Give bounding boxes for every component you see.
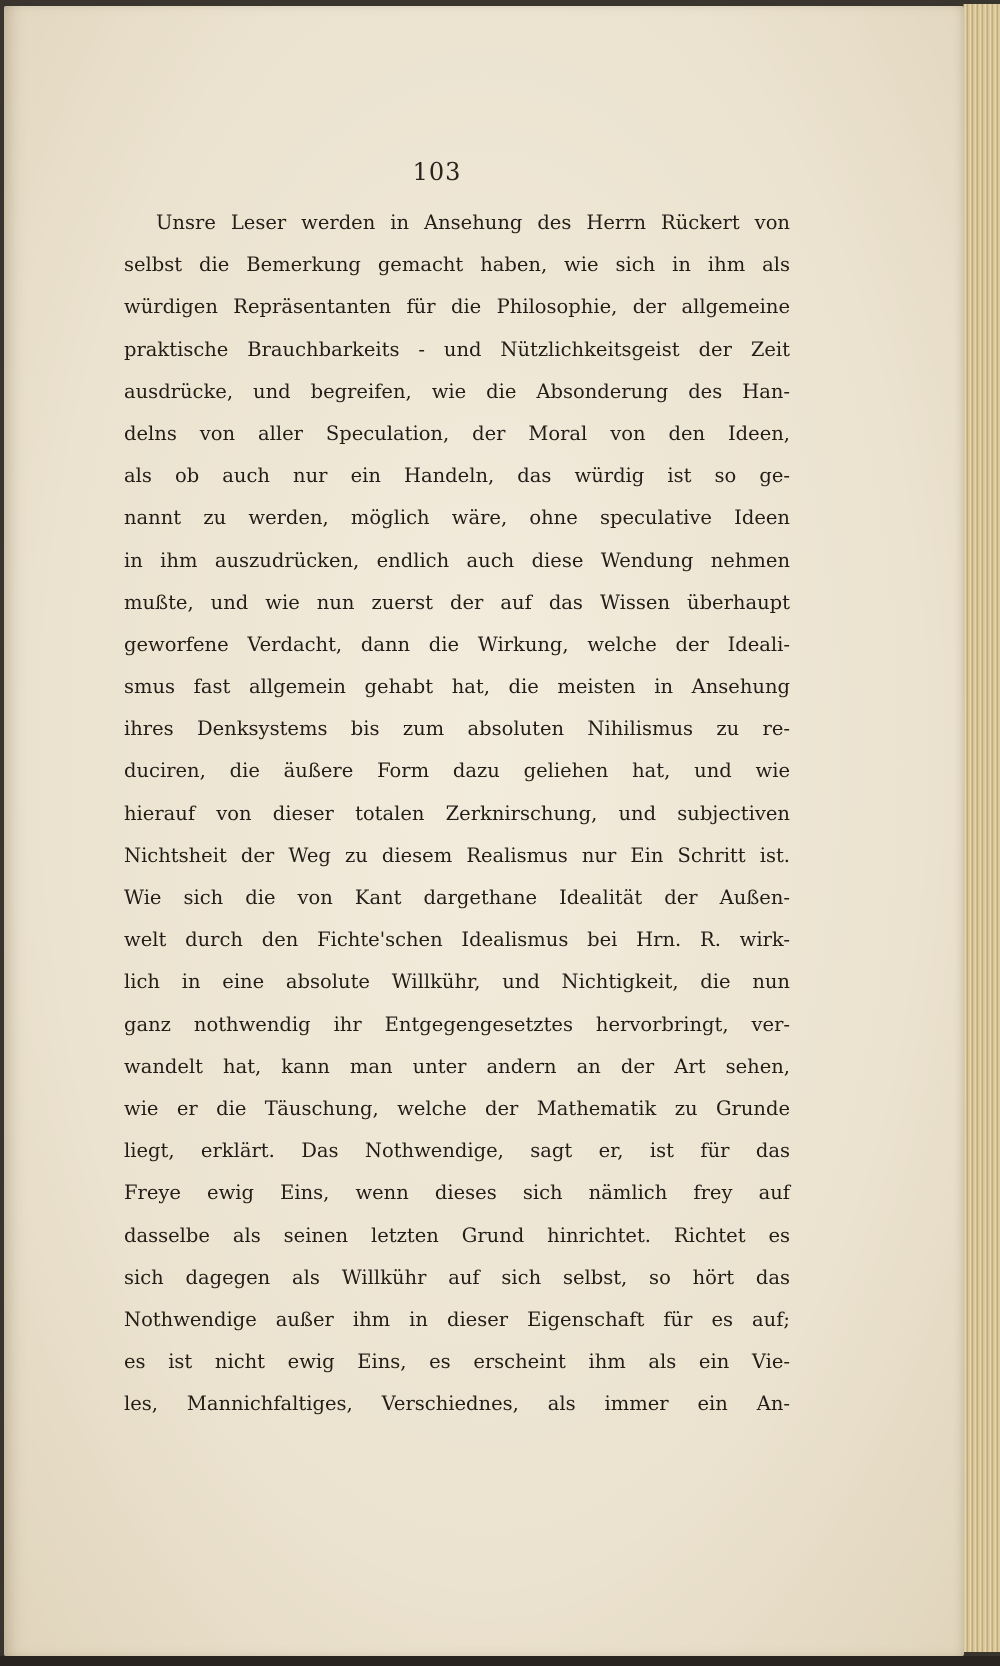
text-line: praktische Brauchbarkeits - und Nützlichkeitsgeist der Zeit [124,337,790,361]
text-line: sich dagegen als Willkühr auf sich selbst, so hört das [124,1265,790,1289]
bottom-shadow [0,1656,1000,1666]
text-line: ihres Denksystems bis zum absoluten Nihilismus zu re- [124,717,790,741]
text-line: welt durch den Fichte'schen Idealismus bei Hrn. R. wirk- [124,928,790,952]
text-line: dasselbe als seinen letzten Grund hinrichtet. Richtet es [124,1223,790,1247]
text-line: hierauf von dieser totalen Zerknirschung, und subjectiven [124,801,790,825]
text-line: als ob auch nur ein Handeln, das würdig ist so ge- [124,464,790,488]
text-line: lich in eine absolute Willkühr, und Nichtigkeit, die nun [124,970,790,994]
text-line: wandelt hat, kann man unter andern an der Art sehen, [124,1054,790,1078]
text-line: smus fast allgemein gehabt hat, die meisten in Ansehung [124,675,790,699]
text-line: Wie sich die von Kant dargethane Idealität der Außen- [124,886,790,909]
paper-sheet [4,6,964,1656]
text-line: in ihm auszudrücken, endlich auch diese Wendung nehmen [124,548,790,572]
text-line: mußte, und wie nun zuerst der auf das Wissen überhaupt [124,590,790,614]
text-line: liegt, erklärt. Das Nothwendige, sagt er, ist für das [124,1139,790,1163]
page-edges [963,4,1000,1652]
text-line: selbst die Bemerkung gemacht haben, wie sich in ihm als [124,253,790,277]
text-line: ganz nothwendig ihr Entgegengesetztes hervorbringt, ver- [124,1012,790,1036]
body-text [124,202,790,1425]
text-line: würdigen Repräsentanten für die Philosophie, der allgemeine [124,295,790,319]
text-line: Freye ewig Eins, wenn dieses sich nämlich frey auf [124,1181,790,1205]
text-line: nannt zu werden, möglich wäre, ohne speculative Ideen [124,506,790,530]
text-line: Nothwendige außer ihm in dieser Eigenschaft für es auf; [124,1307,790,1331]
text-line: Unsre Leser werden in Ansehung des Herrn Rückert von [156,211,790,234]
text-line: Nichtsheit der Weg zu diesem Realismus nur Ein Schritt ist. [124,843,790,867]
text-line: les, Mannichfaltiges, Verschiednes, als immer ein An- [124,1392,790,1416]
text-line: geworfene Verdacht, dann die Wirkung, welche der Ideali- [124,632,790,656]
page-number: 103 [412,158,462,186]
text-line: delns von aller Speculation, der Moral von den Ideen, [124,421,790,445]
text-line: wie er die Täuschung, welche der Mathematik zu Grunde [124,1096,790,1120]
text-line: ausdrücke, und begreifen, wie die Absonderung des Han- [124,379,790,403]
text-line: es ist nicht ewig Eins, es erscheint ihm als ein Vie- [124,1350,790,1374]
text-line: duciren, die äußere Form dazu geliehen hat, und wie [124,759,790,783]
